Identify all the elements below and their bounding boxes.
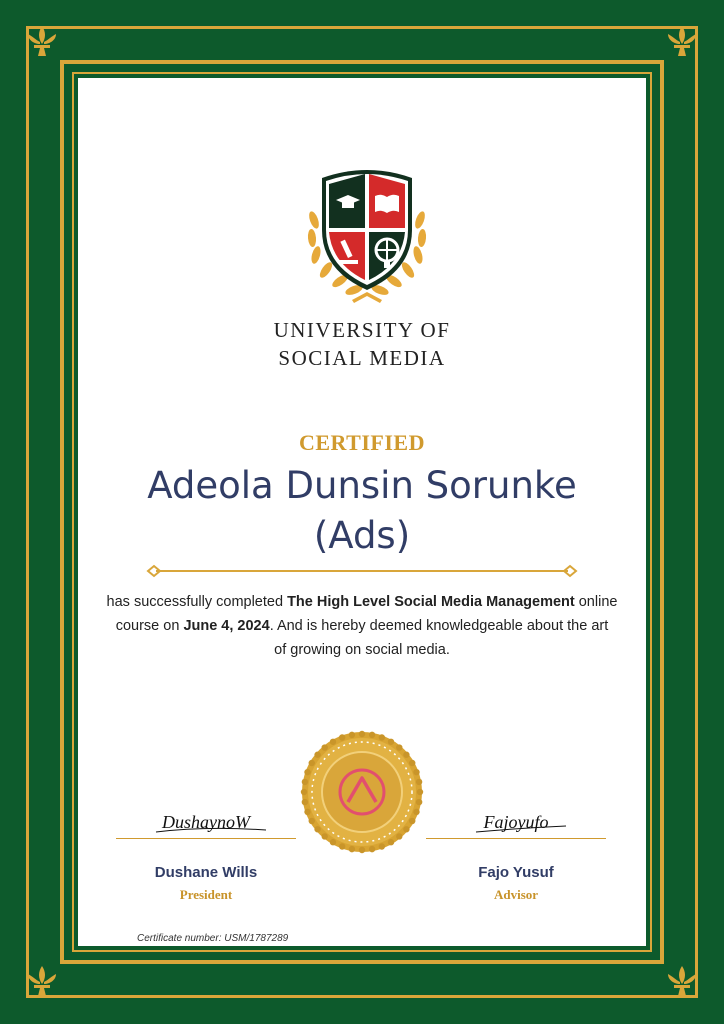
- seal-tooth: [302, 799, 308, 805]
- fleur-de-lis-icon: [662, 962, 702, 1002]
- seal-tooth: [413, 809, 419, 815]
- seal-tooth: [396, 744, 402, 750]
- seal-tooth: [369, 732, 375, 738]
- seal-tooth: [388, 839, 394, 845]
- signature-dushane-wills: [116, 800, 296, 840]
- seal-tooth: [309, 818, 315, 824]
- seal-tooth: [330, 739, 336, 745]
- recipient-nickname: (Ads): [313, 514, 411, 557]
- signatory-name-president: Dushane Wills: [154, 864, 258, 881]
- svg-text:Fajoyufo: Fajoyufo: [483, 812, 549, 832]
- seal-tooth: [349, 846, 355, 852]
- seal-tooth: [379, 843, 385, 849]
- recipient-name: Adeola Dunsin Sorunke: [147, 464, 577, 507]
- statement-line1: has successfully completed The High Level Social Media Management online: [106, 594, 618, 610]
- seal-tooth: [322, 744, 328, 750]
- seal-tooth: [339, 843, 345, 849]
- statement-line2: course on June 4, 2024. And is hereby deemed knowledgeable about the art: [115, 618, 609, 634]
- signature-line-left: [116, 838, 296, 839]
- seal-tooth: [322, 833, 328, 839]
- seal-tooth: [330, 839, 336, 845]
- seal-tooth: [379, 734, 385, 740]
- signatory-role-advisor: Advisor: [493, 887, 539, 902]
- seal-tooth: [304, 769, 310, 775]
- institution-name-line1: UNIVERSITY OF: [273, 318, 451, 342]
- seal-tooth: [416, 779, 422, 785]
- gold-divider: [146, 562, 578, 580]
- gold-seal-icon: [300, 730, 424, 854]
- seal-tooth: [304, 809, 310, 815]
- seal-tooth: [359, 847, 365, 853]
- fleur-de-lis-icon: [662, 22, 702, 62]
- seal-tooth: [314, 752, 320, 758]
- completion-date: June 4, 2024: [183, 618, 270, 634]
- seal-tooth: [396, 833, 402, 839]
- seal-tooth: [409, 818, 415, 824]
- seal-tooth: [359, 731, 365, 737]
- signatory-role-president: President: [179, 887, 233, 902]
- seal-tooth: [417, 789, 423, 795]
- seal-tooth: [413, 769, 419, 775]
- institution-name-line2: SOCIAL MEDIA: [278, 346, 446, 370]
- seal-tooth: [416, 799, 422, 805]
- fleur-de-lis-icon: [22, 962, 62, 1002]
- seal-tooth: [369, 846, 375, 852]
- seal-tooth: [314, 826, 320, 832]
- university-crest-logo: [292, 160, 442, 310]
- statement-line3: of growing on social media.: [274, 642, 450, 658]
- seal-tooth: [302, 779, 308, 785]
- seal-tooth: [388, 739, 394, 745]
- signature-fajo-yusuf: [426, 800, 606, 840]
- seal-tooth: [309, 760, 315, 766]
- seal-tooth: [349, 732, 355, 738]
- seal-tooth: [301, 789, 307, 795]
- certified-heading: CERTIFIED: [299, 430, 425, 455]
- svg-text:DushaynoW: DushaynoW: [162, 812, 250, 832]
- signature-line-right: [426, 838, 606, 839]
- seal-tooth: [403, 752, 409, 758]
- fleur-de-lis-icon: [22, 22, 62, 62]
- seal-tooth: [403, 826, 409, 832]
- seal-tooth: [409, 760, 415, 766]
- seal-tooth: [339, 734, 345, 740]
- certificate-number: Certificate number: USM/1787289: [137, 933, 289, 944]
- signatory-name-advisor: Fajo Yusuf: [478, 864, 554, 881]
- course-title: The High Level Social Media Management: [287, 594, 575, 610]
